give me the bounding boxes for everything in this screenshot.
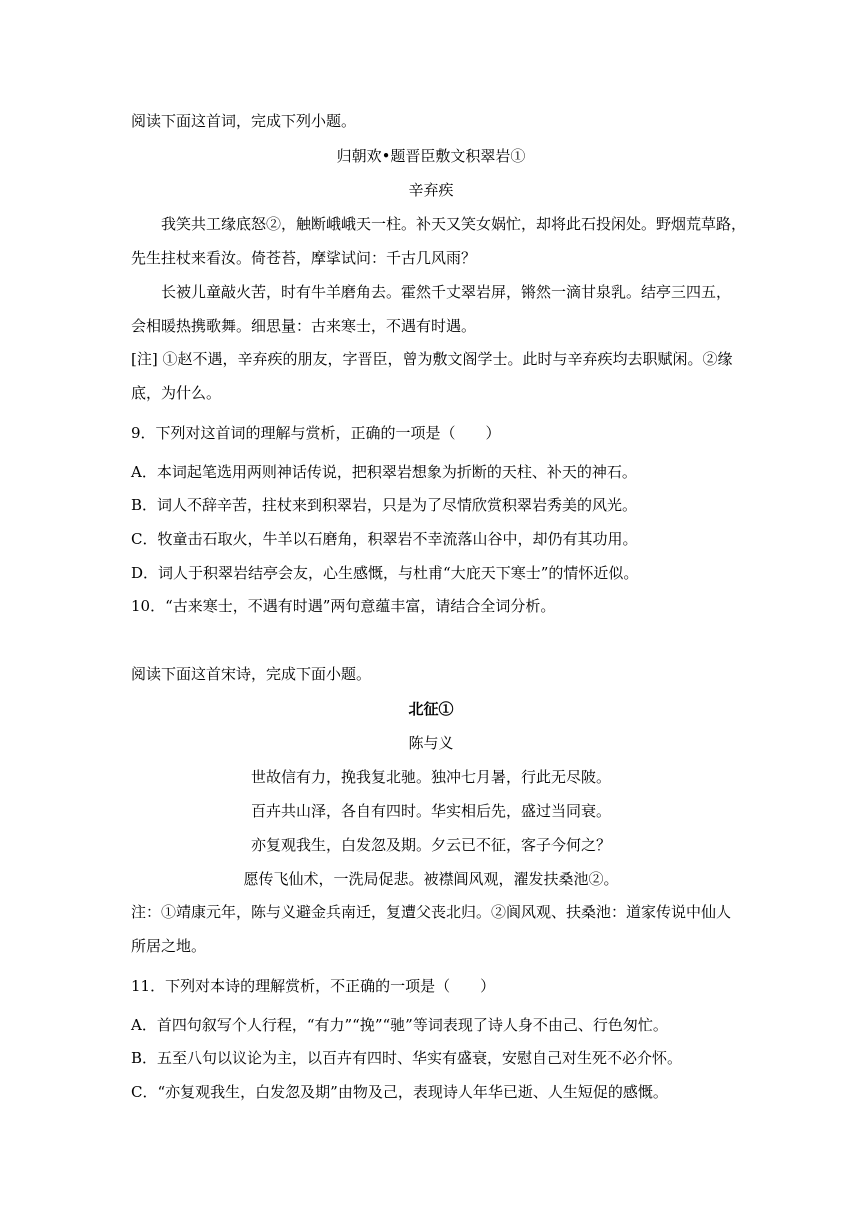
poem1-note-line2: 底，为什么。 <box>131 384 222 402</box>
poem1-note-line1: [注] ①赵不遇，辛弃疾的朋友，字晋臣，曾为敷文阁学士。此时与辛弃疾均去职赋闲。②缘 <box>131 350 733 368</box>
poem1-stanza1-line2: 先生拄杖来看汝。倚苍苔，摩挲试问：千古几风雨？ <box>131 249 477 267</box>
poem2-author: 陈与义 <box>408 734 454 752</box>
poem1-stanza1-line1: 我笑共工缘底怒②，触断峨峨天一柱。补天又笑女娲忙，却将此石投闲处。野烟荒草路， <box>161 215 747 233</box>
poem2-line2: 百卉共山泽，各自有四时。华实相后先，盛过当同衰。 <box>250 802 611 820</box>
poem2-note-line2: 所居之地。 <box>131 937 207 955</box>
question-11: 11．下列对本诗的理解赏析，不正确的一项是（ ） <box>131 977 496 995</box>
question-9: 9．下列对这首词的理解与赏析，正确的一项是（ ） <box>131 424 501 442</box>
poem2-note-line1: 注：①靖康元年，陈与义避金兵南迁，复遭父丧北归。②阆风观、扶桑池：道家传说中仙人 <box>131 903 732 921</box>
poem1-author: 辛弃疾 <box>408 181 454 199</box>
question-9-option-b: B．词人不辞辛苦，拄杖来到积翠岩，只是为了尽情欣赏积翠岩秀美的风光。 <box>131 496 638 514</box>
poem2-line4: 愿传飞仙术，一洗局促悲。被襟阊风观，濯发扶桑池②。 <box>243 870 619 888</box>
question-9-option-d: D．词人于积翠岩结亭会友，心生感慨，与杜甫“大庇天下寒士”的情怀近似。 <box>131 564 639 582</box>
poem1-title: 归朝欢•题晋臣敷文积翠岩① <box>336 147 526 165</box>
question-11-option-b: B．五至八句以议论为主，以百卉有四时、华实有盛衰，安慰自己对生死不必介怀。 <box>131 1049 683 1067</box>
question-9-option-a: A．本词起笔选用两则神话传说，把积翠岩想象为折断的天柱、补天的神石。 <box>131 463 637 481</box>
question-9-option-c: C．牧童击石取火，牛羊以石磨角，积翠岩不幸流落山谷中，却仍有其功用。 <box>131 530 638 548</box>
question-11-option-a: A．首四句叙写个人行程，“有力”“挽”“驰”等词表现了诗人身不由己、行色匆忙。 <box>131 1016 668 1034</box>
poem1-stanza2-line1: 长被儿童敲火苦，时有牛羊磨角去。霍然千丈翠岩屏，锵然一滴甘泉乳。结亭三四五， <box>161 283 732 301</box>
poem1-stanza2-line2: 会相暖热携歌舞。细思量：古来寒士，不遇有时遇。 <box>131 317 477 335</box>
question-11-option-c: C．“亦复观我生，白发忽及期”由物及己，表现诗人年华已逝、人生短促的感慨。 <box>131 1083 668 1101</box>
poem2-title: 北征① <box>408 700 454 718</box>
section2-intro: 阅读下面这首宋诗，完成下面小题。 <box>131 665 372 683</box>
poem2-line1: 世故信有力，挽我复北驰。独冲七月暑，行此无尽陂。 <box>250 768 611 786</box>
question-10: 10．“古来寒士，不遇有时遇”两句意蕴丰富，请结合全词分析。 <box>131 597 556 615</box>
poem2-line3: 亦复观我生，白发忽及期。夕云已不征，客子今何之？ <box>250 836 611 854</box>
section1-intro: 阅读下面这首词，完成下列小题。 <box>131 112 357 130</box>
